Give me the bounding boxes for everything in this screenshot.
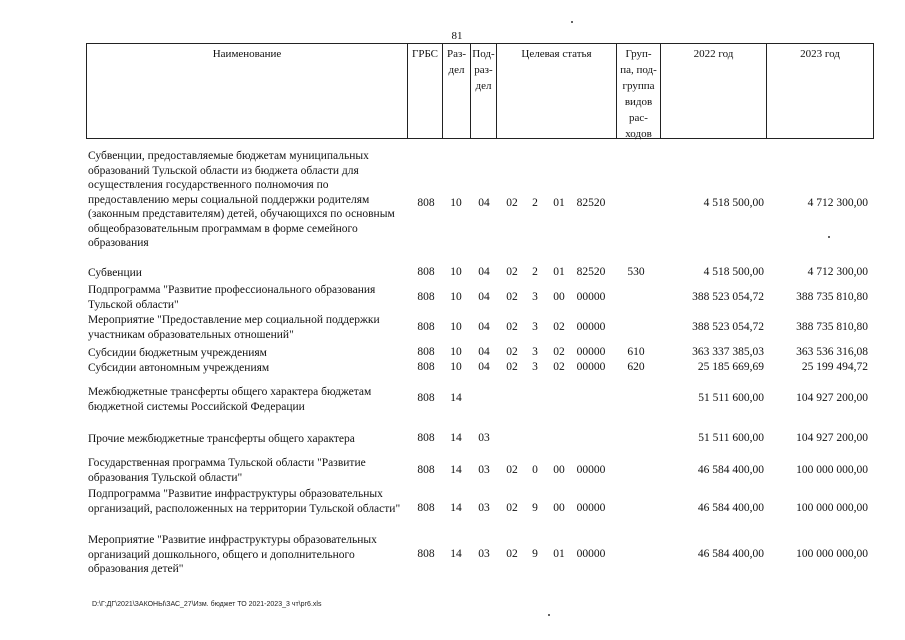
cell-y2022: 4 518 500,00	[703, 197, 764, 209]
cell-podrazdel: 03	[478, 548, 490, 560]
cell-cs3: 01	[553, 266, 565, 278]
cell-y2023: 104 927 200,00	[796, 432, 868, 444]
cell-razdel: 10	[450, 291, 462, 303]
cell-y2023: 100 000 000,00	[796, 464, 868, 476]
header-group: Груп- па, под- группа видов рас- ходов	[617, 44, 661, 138]
cell-cs4: 00000	[576, 361, 606, 373]
cell-y2023: 363 536 316,08	[796, 346, 868, 358]
cell-cs3: 01	[553, 548, 565, 560]
cell-razdel: 10	[450, 346, 462, 358]
row-name: Мероприятие "Предоставление мер социальной поддержки участникам образовательных отношений"	[88, 314, 380, 341]
cell-cs3: 00	[553, 291, 565, 303]
cell-podrazdel: 04	[478, 346, 490, 358]
cell-cs2: 9	[532, 502, 538, 514]
row-name: Субсидии автономным учреждениям	[88, 362, 270, 374]
cell-y2023: 100 000 000,00	[796, 502, 868, 514]
cell-razdel: 14	[450, 432, 462, 444]
cell-cs4: 82520	[576, 266, 606, 278]
cell-podrazdel: 04	[478, 291, 490, 303]
cell-group: 620	[627, 361, 645, 373]
cell-cs2: 3	[532, 291, 538, 303]
cell-cs1: 02	[506, 346, 518, 358]
cell-y2023: 388 735 810,80	[796, 291, 868, 303]
row-name: Субвенции, предоставляемые бюджетам муниципальных образований Тульской области из бюджета области для осуществления государственного полномочия по предоставлению меры социальной поддержки родителям (законным представителям) детей, обучающихся по основным общеобразовательным программам в форме семейного образования	[88, 150, 395, 249]
page-number: 81	[451, 30, 463, 42]
cell-cs1: 02	[506, 266, 518, 278]
cell-cs4: 00000	[576, 291, 606, 303]
cell-razdel: 10	[450, 361, 462, 373]
cell-grbs: 808	[417, 321, 435, 333]
row-name: Субсидии бюджетным учреждениям	[88, 347, 267, 359]
cell-cs2: 0	[532, 464, 538, 476]
cell-y2022: 25 185 669,69	[697, 361, 764, 373]
cell-cs3: 02	[553, 321, 565, 333]
cell-razdel: 14	[450, 502, 462, 514]
header-grbs: ГРБС	[408, 44, 443, 138]
cell-grbs: 808	[417, 432, 435, 444]
cell-cs2: 3	[532, 361, 538, 373]
cell-cs3: 02	[553, 361, 565, 373]
row-name: Государственная программа Тульской области "Развитие образования Тульской области"	[88, 457, 366, 484]
cell-cs1: 02	[506, 291, 518, 303]
cell-podrazdel: 04	[478, 266, 490, 278]
cell-razdel: 10	[450, 197, 462, 209]
cell-grbs: 808	[417, 346, 435, 358]
header-name: Наименование	[87, 44, 408, 138]
cell-cs1: 02	[506, 502, 518, 514]
header-razdel: Раз- дел	[443, 44, 471, 138]
cell-cs1: 02	[506, 361, 518, 373]
cell-razdel: 10	[450, 266, 462, 278]
cell-cs1: 02	[506, 548, 518, 560]
table-header	[86, 43, 874, 139]
cell-cs4: 00000	[576, 346, 606, 358]
cell-grbs: 808	[417, 502, 435, 514]
header-podrazdel: Под- раз- дел	[471, 44, 497, 138]
cell-y2022: 388 523 054,72	[692, 321, 764, 333]
cell-y2022: 51 511 600,00	[698, 432, 764, 444]
cell-y2023: 104 927 200,00	[796, 392, 868, 404]
cell-grbs: 808	[417, 464, 435, 476]
cell-grbs: 808	[417, 361, 435, 373]
header-year-2023: 2023 год	[800, 48, 840, 60]
cell-cs2: 3	[532, 346, 538, 358]
cell-razdel: 10	[450, 321, 462, 333]
cell-razdel: 14	[450, 464, 462, 476]
cell-cs2: 2	[532, 197, 538, 209]
row-name: Субвенции	[88, 267, 142, 279]
cell-y2022: 363 337 385,03	[692, 346, 764, 358]
cell-cs2: 2	[532, 266, 538, 278]
cell-y2022: 46 584 400,00	[697, 464, 764, 476]
cell-podrazdel: 04	[478, 361, 490, 373]
cell-y2022: 4 518 500,00	[703, 266, 764, 278]
row-name: Мероприятие "Развитие инфраструктуры образовательных организаций дошкольного, общего и дополнительного образования детей"	[88, 534, 377, 575]
cell-podrazdel: 03	[478, 464, 490, 476]
cell-podrazdel: 03	[478, 502, 490, 514]
cell-cs1: 02	[506, 464, 518, 476]
scan-speck	[571, 21, 573, 23]
scan-speck	[828, 236, 830, 238]
cell-cs2: 9	[532, 548, 538, 560]
cell-y2023: 388 735 810,80	[796, 321, 868, 333]
cell-grbs: 808	[417, 197, 435, 209]
cell-grbs: 808	[417, 548, 435, 560]
cell-razdel: 14	[450, 392, 462, 404]
file-path-footer: D:\Г:ДГ\2021\ЗАКОНЫ\ЗАС_27\Изм. бюджет ТО 2021-2023_3 чт\рг6.xls	[92, 601, 322, 608]
row-name: Подпрограмма "Развитие профессионального образования Тульской области"	[88, 284, 376, 311]
cell-podrazdel: 03	[478, 432, 490, 444]
cell-y2022: 46 584 400,00	[697, 548, 764, 560]
row-name: Прочие межбюджетные трансферты общего характера	[88, 433, 355, 445]
cell-y2022: 51 511 600,00	[698, 392, 764, 404]
header-year-2022: 2022 год	[661, 44, 767, 138]
cell-y2023: 4 712 300,00	[807, 197, 868, 209]
cell-cs4: 00000	[576, 548, 606, 560]
scan-speck	[548, 614, 550, 616]
cell-cs4: 82520	[576, 197, 606, 209]
cell-cs4: 00000	[576, 321, 606, 333]
cell-group: 530	[627, 266, 645, 278]
cell-grbs: 808	[417, 392, 435, 404]
cell-cs1: 02	[506, 321, 518, 333]
cell-cs4: 00000	[576, 502, 606, 514]
row-name: Подпрограмма "Развитие инфраструктуры образовательных организаций, расположенных на территории Тульской области"	[88, 488, 401, 515]
cell-cs4: 00000	[576, 464, 606, 476]
cell-y2022: 388 523 054,72	[692, 291, 764, 303]
cell-razdel: 14	[450, 548, 462, 560]
cell-grbs: 808	[417, 291, 435, 303]
cell-cs3: 02	[553, 346, 565, 358]
cell-cs2: 3	[532, 321, 538, 333]
cell-grbs: 808	[417, 266, 435, 278]
cell-y2023: 25 199 494,72	[801, 361, 868, 373]
cell-cs3: 01	[553, 197, 565, 209]
cell-podrazdel: 04	[478, 197, 490, 209]
cell-cs1: 02	[506, 197, 518, 209]
cell-y2023: 4 712 300,00	[807, 266, 868, 278]
row-name: Межбюджетные трансферты общего характера бюджетам бюджетной системы Российской Федерации	[88, 386, 372, 413]
header-target: Целевая статья	[497, 44, 617, 138]
cell-podrazdel: 04	[478, 321, 490, 333]
cell-cs3: 00	[553, 464, 565, 476]
cell-group: 610	[627, 346, 645, 358]
cell-y2023: 100 000 000,00	[796, 548, 868, 560]
cell-y2022: 46 584 400,00	[697, 502, 764, 514]
cell-cs3: 00	[553, 502, 565, 514]
